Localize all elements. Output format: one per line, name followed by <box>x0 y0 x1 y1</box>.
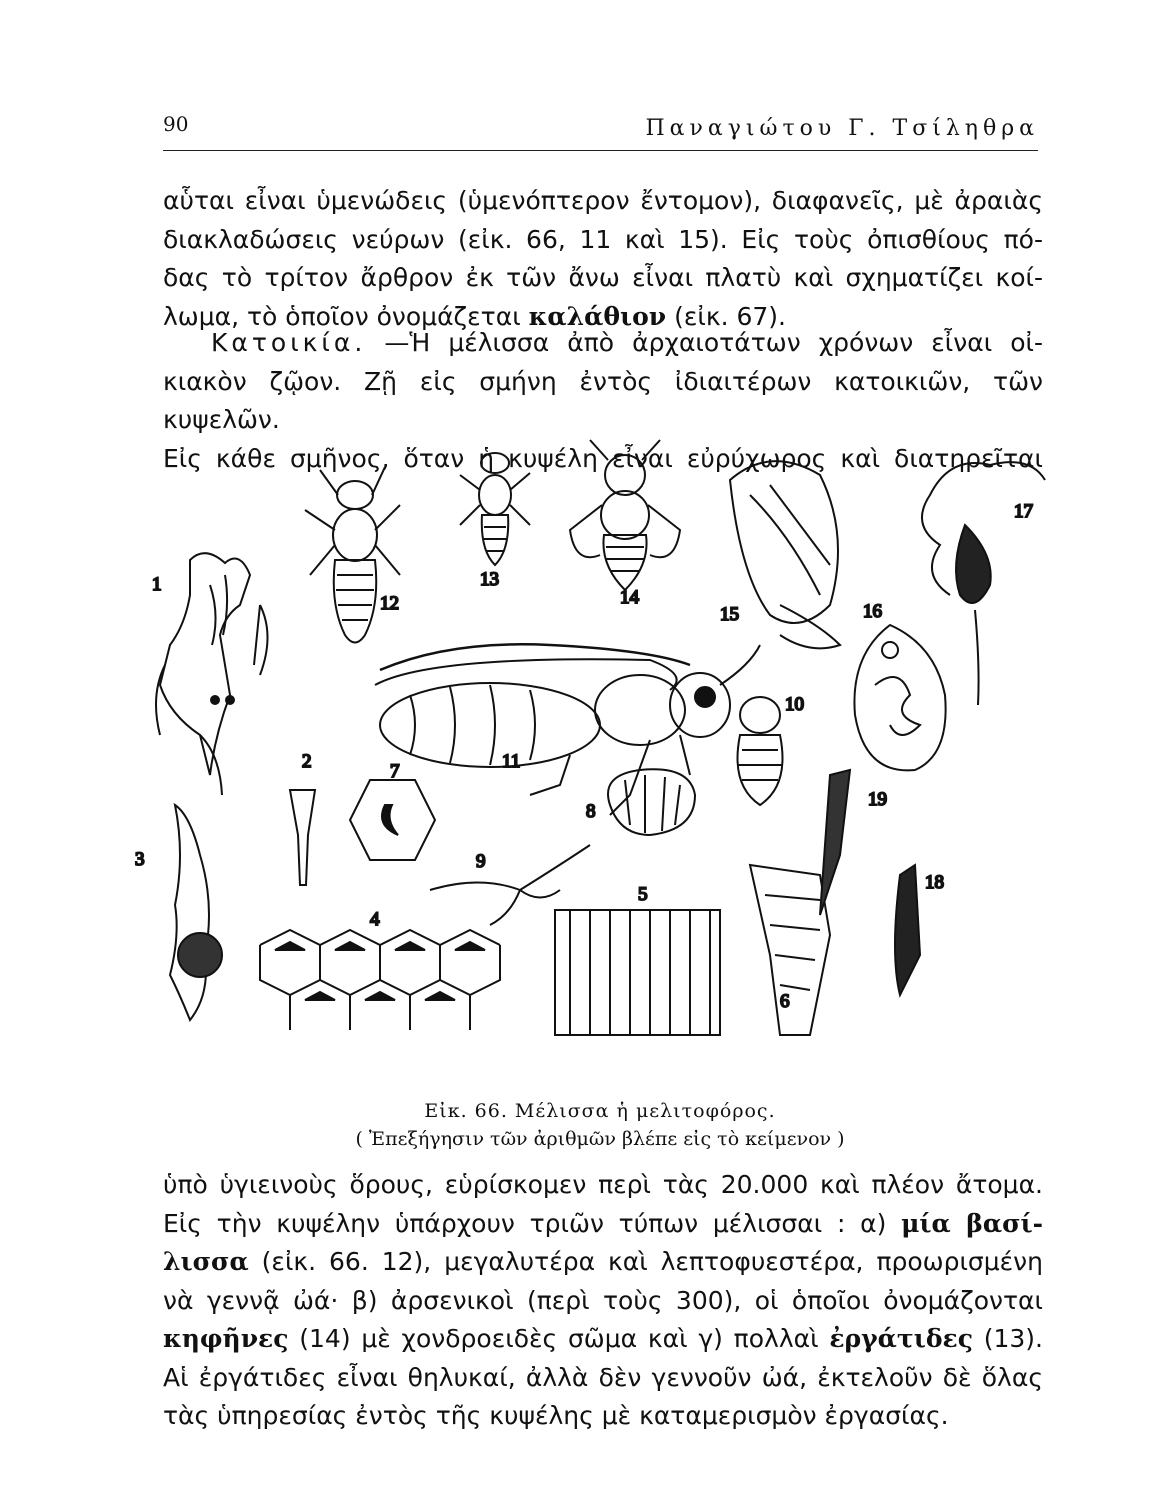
drawing-comb-section <box>555 910 720 1035</box>
drawing-wings <box>730 461 840 648</box>
page-number: 90 <box>163 112 189 136</box>
figure-label: 14 <box>620 587 639 608</box>
figure-label: 7 <box>390 761 400 782</box>
header-rule <box>163 150 1038 151</box>
figure-label: 3 <box>135 849 145 870</box>
text-line: Αἱ ἐργάτιδες εἶναι θηλυκαί, ἀλλὰ δὲν γεννοῦν ὠά, ἐκτελοῦν δὲ ὅλας <box>163 1362 1043 1392</box>
section-heading-katoikia: Κατοικία. <box>211 328 367 357</box>
text-line: τὰς ὑπηρεσίας ἐντὸς τῆς κυψέλης μὲ καταμερισμὸν ἐργασίας. <box>163 1401 949 1430</box>
text-line <box>163 1243 1043 1282</box>
drawing-appendage <box>430 845 590 925</box>
drawing-tissue <box>750 865 830 1035</box>
figure-label: 18 <box>925 872 944 893</box>
drawing-larva <box>608 769 695 835</box>
text-line: δας τὸ τρίτον ἄρθρον ἐκ τῶν ἄνω εἶναι πλατὺ καὶ σχηματίζει κοί- <box>163 263 1043 292</box>
figure-label: 17 <box>1014 501 1033 522</box>
term-queen: μία βασί- <box>901 1208 1043 1238</box>
drawing-queen-bee <box>305 467 400 643</box>
figure-label: 13 <box>480 569 499 590</box>
figure-label: 8 <box>586 801 596 822</box>
term-workers: ἐργάτιδες <box>829 1324 973 1353</box>
text-line: ὑπὸ ὑγιεινοὺς ὅρους, εὑρίσκομεν περὶ τὰς 20.000 καὶ πλέον ἄτομα. <box>163 1170 1043 1199</box>
figure-label: 2 <box>302 751 312 772</box>
figure-label: 16 <box>863 601 882 622</box>
figure-label: 15 <box>720 604 739 625</box>
drawing-honeycomb <box>260 930 500 1030</box>
text-segment: (14) μὲ χονδροειδὲς σῶμα καὶ γ) πολλαὶ <box>288 1324 830 1353</box>
text-segment: (13). <box>972 1324 1043 1353</box>
text-line: νὰ γεννᾷ ὠά· β) ἀρσενικοὶ (περὶ τοὺς 300), οἱ ὁποῖοι ὀνομάζονται <box>163 1285 1043 1315</box>
running-header-author: Παναγιώτου Γ. Τσίληθρα <box>645 116 1039 141</box>
drawing-sting-apparatus <box>170 805 222 1020</box>
drawing-gland <box>854 625 945 770</box>
text-segment: —Ἡ μέλισσα ἀπὸ ἀρχαιοτάτων χρόνων εἶναι οἰ- <box>366 328 1043 357</box>
paragraph-wings <box>163 182 1043 336</box>
figure-label: 6 <box>780 991 790 1012</box>
drawing-mouthparts <box>156 553 268 795</box>
text-segment: λωμα, τὸ ὁποῖον ὀνομάζεται <box>163 301 529 331</box>
drawing-bee-side-view <box>375 644 760 815</box>
text-line: Εἰς κάθε σμῆνος, ὅταν ἡ κυψέλη εἶναι εὐρύχωρος καὶ διατηρεῖται <box>163 443 1043 473</box>
figure-label: 4 <box>370 909 380 930</box>
text-line <box>163 324 1043 363</box>
figure-label: 19 <box>868 789 887 810</box>
text-line: διακλαδώσεις νεύρων (εἰκ. 66, 11 καὶ 15). Εἰς τοὺς ὀπισθίους πό- <box>163 224 1043 254</box>
figure-label: 1 <box>152 574 162 595</box>
text-line <box>163 1320 1043 1359</box>
figure-caption-note: ( Ἐπεξήγησιν τῶν ἀριθμῶν βλέπε εἰς τὸ κείμενον ) <box>355 1128 845 1150</box>
term-kalathion: καλάθιον <box>528 301 667 331</box>
figure-label: 5 <box>638 884 648 905</box>
drawing-ovary <box>922 462 1045 705</box>
text-line: κιακὸν ζῷον. Ζῇ εἰς σμήνη ἐντὸς ἰδιαιτέρων κατοικιῶν, τῶν κυψελῶν. <box>163 366 1043 434</box>
figure-label: 10 <box>785 694 804 715</box>
text-segment: Εἰς τὴν κυψέλην ὑπάρχουν τριῶν τύπων μέλισσαι : α) <box>163 1208 902 1238</box>
text-segment: (εἰκ. 67). <box>666 301 786 331</box>
text-line: αὗται εἶναι ὑμενώδεις (ὑμενόπτερον ἔντομον), διαφανεῖς, μὲ ἀραιὰς <box>163 186 1043 215</box>
figure-label: 12 <box>380 593 399 614</box>
figure-label: 11 <box>502 751 521 772</box>
term-queen-cont: λισσα <box>163 1247 249 1276</box>
text-line <box>163 1205 1043 1244</box>
drawing-cell-with-egg <box>350 780 435 860</box>
paragraph-castes <box>163 1166 1043 1436</box>
text-segment: (εἰκ. 66. 12), μεγαλυτέρα καὶ λεπτοφυεστέρα, προωρισμένη <box>248 1247 1043 1276</box>
figure-caption-title: Εἰκ. 66. Μέλισσα ἡ μελιτοφόρος. <box>424 1100 776 1122</box>
drawing-pupa <box>738 697 783 805</box>
drawing-worker-bee <box>460 453 530 565</box>
drawing-sting <box>895 865 920 995</box>
drawing-spine <box>820 770 850 915</box>
term-drones: κηφῆνες <box>163 1324 289 1353</box>
figure-label: 9 <box>476 851 486 872</box>
drawing-drone-bee <box>570 440 680 590</box>
figure-66-bee-illustration <box>130 435 1060 1055</box>
drawing-leg-part <box>290 790 315 885</box>
